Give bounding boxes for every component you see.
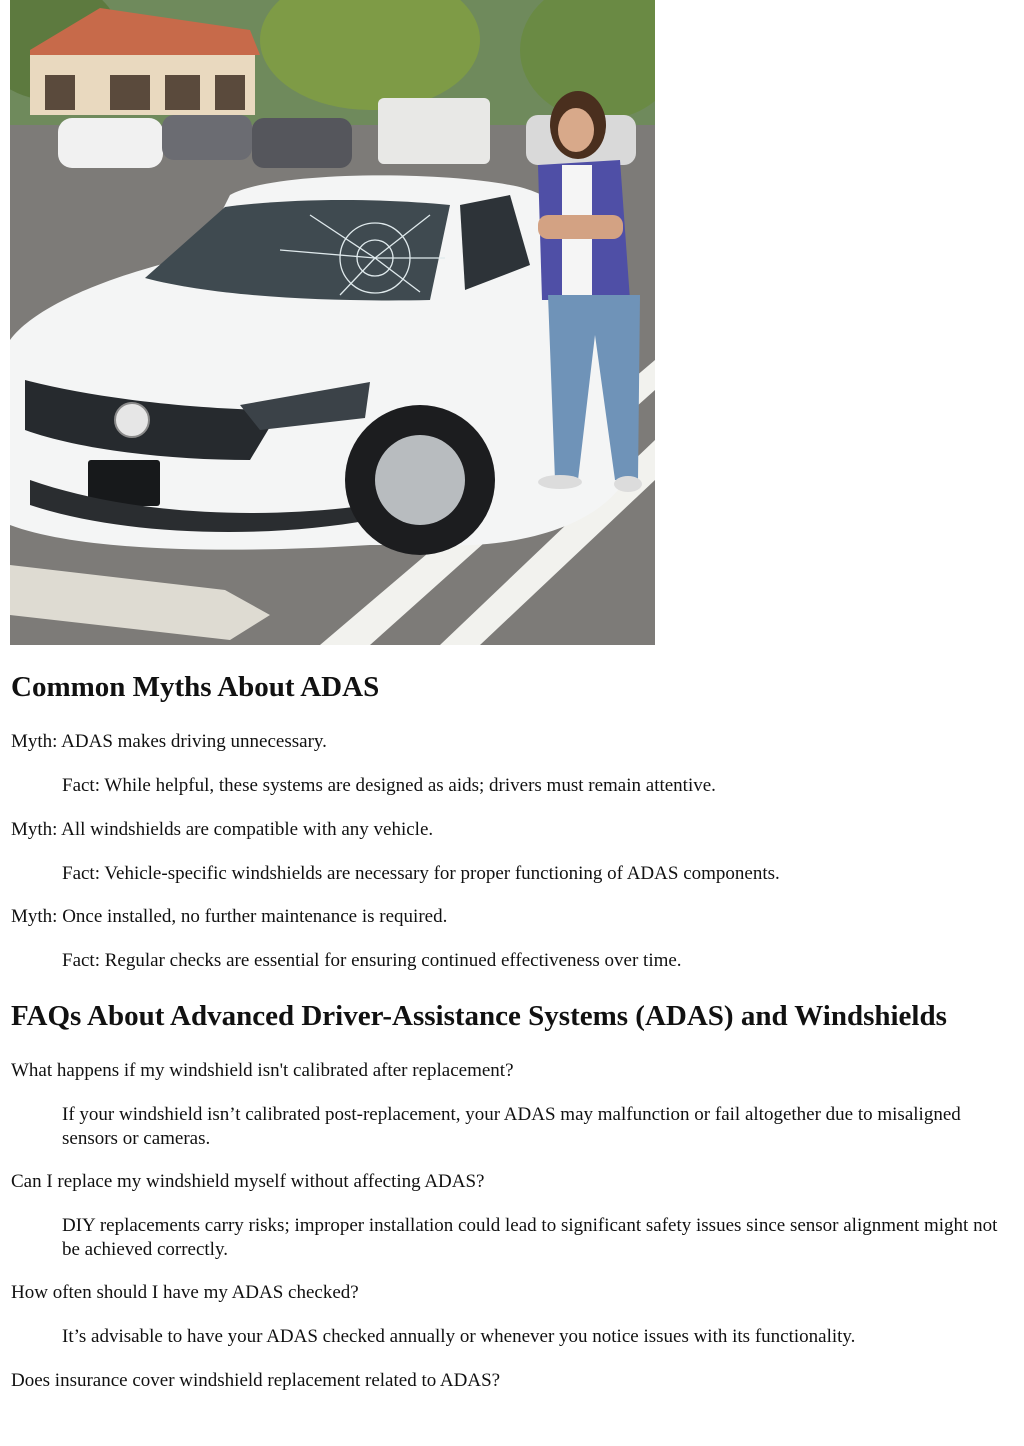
man-shoe — [614, 476, 642, 492]
man-face — [558, 108, 594, 152]
faq-question: Does insurance cover windshield replacement related to ADAS? — [11, 1370, 501, 1391]
car-scene-illustration — [10, 0, 655, 645]
wheel-rim — [375, 435, 465, 525]
faq-question: How often should I have my ADAS checked? — [11, 1282, 359, 1303]
parked-car — [162, 115, 252, 160]
vw-logo — [115, 403, 149, 437]
myth-item: Myth: ADAS makes driving unnecessary. — [11, 731, 327, 752]
pickup-truck — [378, 98, 490, 164]
faq-answer: It’s advisable to have your ADAS checked annually or whenever you notice issues with its functionality. — [62, 1326, 856, 1347]
parked-car — [58, 118, 163, 168]
myths-heading: Common Myths About ADAS — [11, 671, 380, 703]
parked-car — [252, 118, 352, 168]
faq-answer: DIY replacements carry risks; improper installation could lead to significant safety issues since sensor alignment might not be achieved correctly. — [62, 1215, 998, 1260]
man-shoe — [538, 475, 582, 489]
myth-item: Myth: Once installed, no further maintenance is required. — [11, 906, 448, 927]
faq-question: What happens if my windshield isn't calibrated after replacement? — [11, 1060, 514, 1081]
fact-item: Fact: Regular checks are essential for ensuring continued effectiveness over time. — [62, 950, 682, 971]
hero-image — [10, 0, 655, 645]
faq-question: Can I replace my windshield myself without affecting ADAS? — [11, 1171, 485, 1192]
faqs-heading: FAQs About Advanced Driver-Assistance Systems (ADAS) and Windshields — [11, 1000, 947, 1032]
myth-item: Myth: All windshields are compatible with any vehicle. — [11, 819, 434, 840]
man-arms — [538, 215, 623, 239]
faq-answer: If your windshield isn’t calibrated post-replacement, your ADAS may malfunction or fail altogether due to misaligned sensors or cameras. — [62, 1104, 961, 1149]
fact-item: Fact: While helpful, these systems are designed as aids; drivers must remain attentive. — [62, 775, 716, 796]
fact-item: Fact: Vehicle-specific windshields are necessary for proper functioning of ADAS components. — [62, 863, 780, 884]
